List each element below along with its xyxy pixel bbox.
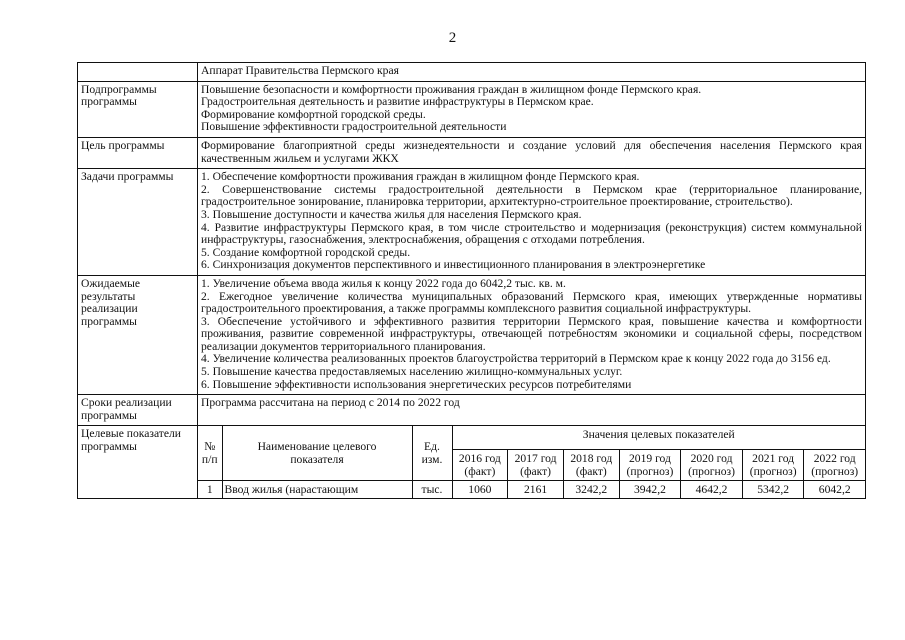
result-item: 5. Повышение качества предоставляемых населению жилищно-коммунальных услуг. — [201, 365, 623, 379]
executor-label — [78, 63, 198, 82]
indicator-name: Ввод жилья (нарастающим — [222, 481, 412, 499]
task-item: 6. Синхронизация документов перспективного и инвестиционного планирования в электроэнергетике — [201, 258, 706, 272]
executor-row — [78, 63, 866, 82]
result-item: 1. Увеличение объема ввода жилья к концу 2022 года до 6042,2 тыс. кв. м. — [201, 276, 566, 290]
indicator-value: 4642,2 — [681, 481, 743, 499]
result-item: 3. Обеспечение устойчивого и эффективного развития территории Пермского края, повышение качества и комфортности проживания, развитие современной инфраструктуры, отвечающей потребностям экономики и социальной сферы, посредством реализации документов территориального планирования. — [201, 314, 862, 353]
goal-row — [78, 137, 866, 168]
result-item: 6. Повышение эффективности использования энергетических ресурсов потребителями — [201, 377, 632, 391]
results-content — [198, 275, 866, 394]
results-row — [78, 275, 866, 394]
result-item: 2. Ежегодное увеличение количества муниципальных образований Пермского края, имеющих утвержденные нормативы градостроительного проектирования, а также программы комплексного развития социальной инфраструктуры. — [201, 289, 862, 316]
tasks-row — [78, 169, 866, 276]
result-item: 4. Увеличение количества реализованных проектов благоустройства территорий в Пермском крае к концу 2022 года до 3156 ед. — [201, 352, 831, 366]
goal-label: Цель программы — [78, 137, 198, 168]
indicator-value: 5342,2 — [742, 481, 804, 499]
subprograms-label: Подпрограммы программы — [78, 81, 198, 137]
indicators-content — [198, 426, 866, 499]
terms-text: Программа рассчитана на период с 2014 по 2022 год — [198, 395, 866, 426]
year-header: 2020 год (прогноз) — [681, 450, 743, 481]
indicator-value: 3942,2 — [619, 481, 681, 499]
year-header: 2016 год (факт) — [452, 450, 508, 481]
task-item: 1. Обеспечение комфортности проживания граждан в жилищном фонде Пермского края. — [201, 170, 640, 184]
page-number: 2 — [448, 30, 457, 46]
terms-label: Сроки реализации программы — [78, 395, 198, 426]
program-passport-table — [77, 62, 866, 499]
values-header: Значения целевых показателей — [452, 426, 865, 450]
subprograms-content — [198, 81, 866, 137]
name-header: Наименование целевого показателя — [222, 426, 412, 481]
task-item: 5. Создание комфортной городской среды. — [201, 245, 411, 259]
indicator-value: 1060 — [452, 481, 508, 499]
year-header: 2018 год (факт) — [563, 450, 619, 481]
subprogram-item: Формирование комфортной городской среды. — [201, 107, 426, 121]
year-header: 2017 год (факт) — [508, 450, 564, 481]
subprograms-row — [78, 81, 866, 137]
subprogram-item: Градостроительная деятельность и развитие инфраструктуры в Пермском крае. — [201, 95, 594, 109]
indicator-unit: тыс. — [412, 481, 452, 499]
indicator-value: 3242,2 — [563, 481, 619, 499]
year-header: 2021 год (прогноз) — [742, 450, 804, 481]
year-header: 2022 год (прогноз) — [804, 450, 865, 481]
indicators-header-row — [198, 426, 865, 450]
table-row — [198, 481, 865, 499]
unit-header: Ед. изм. — [412, 426, 452, 481]
row-number: 1 — [198, 481, 222, 499]
terms-row — [78, 395, 866, 426]
tasks-label: Задачи программы — [78, 169, 198, 276]
executor-text: Аппарат Правительства Пермского края — [198, 63, 866, 82]
year-header: 2019 год (прогноз) — [619, 450, 681, 481]
task-item: 4. Развитие инфраструктуры Пермского края, в том числе строительство и модернизация (реконструкция) систем коммунальной инфраструктуры, газоснабжения, электроснабжения, обращения с отходами потребления. — [201, 220, 862, 247]
task-item: 2. Совершенствование системы градостроительной деятельности в Пермском крае (территориальное планирование, градостроительное зонирование, планировка территории, архитектурно-строительное проектирование, строительство). — [201, 182, 862, 209]
task-item: 3. Повышение доступности и качества жилья для населения Пермского края. — [201, 207, 582, 221]
indicator-value: 2161 — [508, 481, 564, 499]
subprogram-item: Повышение безопасности и комфортности проживания граждан в жилищном фонде Пермского края. — [201, 82, 702, 96]
goal-text: Формирование благоприятной среды жизнедеятельности и создание условий для обеспечения населения Пермского края качественным жильем и услугами ЖКХ — [198, 137, 866, 168]
results-label: Ожидаемые результаты реализации программы — [78, 275, 198, 394]
subprogram-item: Повышение эффективности градостроительной деятельности — [201, 120, 507, 134]
num-header: № п/п — [198, 426, 222, 481]
tasks-content — [198, 169, 866, 276]
indicators-table — [198, 426, 865, 498]
indicators-label: Целевые показатели программы — [78, 426, 198, 499]
indicators-row — [78, 426, 866, 499]
indicator-value: 6042,2 — [804, 481, 865, 499]
